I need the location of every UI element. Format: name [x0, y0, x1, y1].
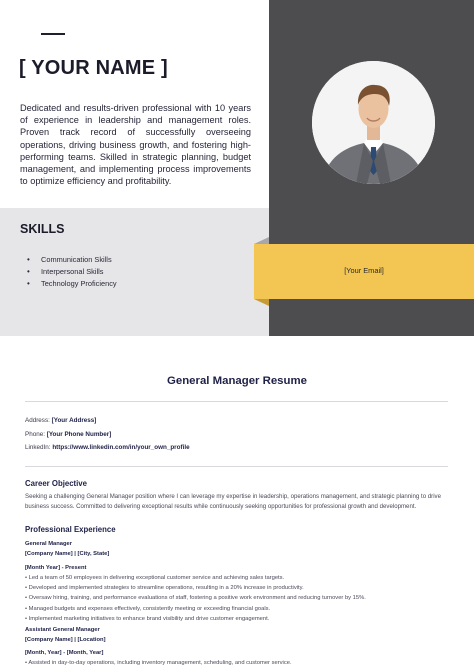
address-line [25, 417, 96, 424]
job-role: Assistant General Manager [25, 627, 100, 633]
skills-list [27, 254, 117, 290]
skill-item: • Communication Skills [27, 254, 117, 266]
skill-item: • Interpersonal Skills [27, 266, 117, 278]
profile-summary: Dedicated and results-driven professional with 10 years of experience in leadership and management roles. Proven track record of successfully overseeing operations, driving business growth, and fostering high-performing teams. Skilled in strategic planning, budget management, and implementing process improvements to optimize efficiency and profitability. [20, 103, 251, 187]
job-bullet: • Led a team of 50 employees in delivering exceptional customer service and achieving sales targets. [25, 575, 285, 581]
objective-text: Seeking a challenging General Manager position where I can leverage my expertise in leadership, operations management, and strategic planning to drive business success. Committed to delivering exceptional results while continuously seeking opportunities for professional growth and development. [25, 493, 441, 510]
email-banner [254, 244, 474, 299]
phone-line [25, 431, 111, 438]
ribbon-fold-top [254, 237, 269, 244]
phone-value: [Your Phone Number] [46, 431, 112, 438]
candidate-name: [ YOUR NAME ] [19, 57, 168, 79]
experience-heading: Professional Experience [25, 525, 116, 534]
ribbon-fold-bottom [254, 299, 269, 306]
skills-heading: SKILLS [20, 222, 65, 236]
email-text: [Your Email] [344, 266, 384, 275]
job-bullet: • Developed and implemented strategies to streamline operations, resulting in a 20% increase in productivity. [25, 585, 304, 591]
linkedin-line [25, 444, 190, 451]
skill-item: • Technology Proficiency [27, 278, 117, 290]
job-bullet: • Oversaw hiring, training, and performance evaluations of staff, fostering a positive work environment and reducing turnover by 15%. [25, 595, 366, 601]
job-bullet: • Managed budgets and expenses effectively, consistently meeting or exceeding financial goals. [25, 606, 271, 612]
linkedin-label: LinkedIn: [25, 444, 51, 451]
phone-label: Phone: [25, 431, 45, 438]
address-value: [Your Address] [51, 417, 97, 424]
document-title: General Manager Resume [167, 375, 307, 387]
job-bullet: • Assisted in day-to-day operations, including inventory management, scheduling, and customer service. [25, 660, 292, 666]
accent-dash [41, 33, 65, 35]
person-portrait-icon [312, 61, 435, 184]
linkedin-link[interactable]: https://www.linkedin.com/in/your_own_profile [52, 444, 190, 451]
divider [25, 401, 448, 402]
divider [25, 466, 448, 467]
job-role: General Manager [25, 541, 73, 547]
job-dates: [Month Year] - Present [25, 565, 87, 571]
profile-photo [312, 61, 435, 184]
job-company: [Company Name] | [Location] [25, 637, 106, 643]
job-dates: [Month, Year] - [Month, Year] [25, 650, 104, 656]
job-company: [Company Name] | [City, State] [25, 551, 110, 557]
objective-heading: Career Objective [25, 479, 87, 488]
job-bullet: • Implemented marketing initiatives to enhance brand visibility and drive customer engagement. [25, 616, 270, 622]
address-label: Address: [25, 417, 50, 424]
